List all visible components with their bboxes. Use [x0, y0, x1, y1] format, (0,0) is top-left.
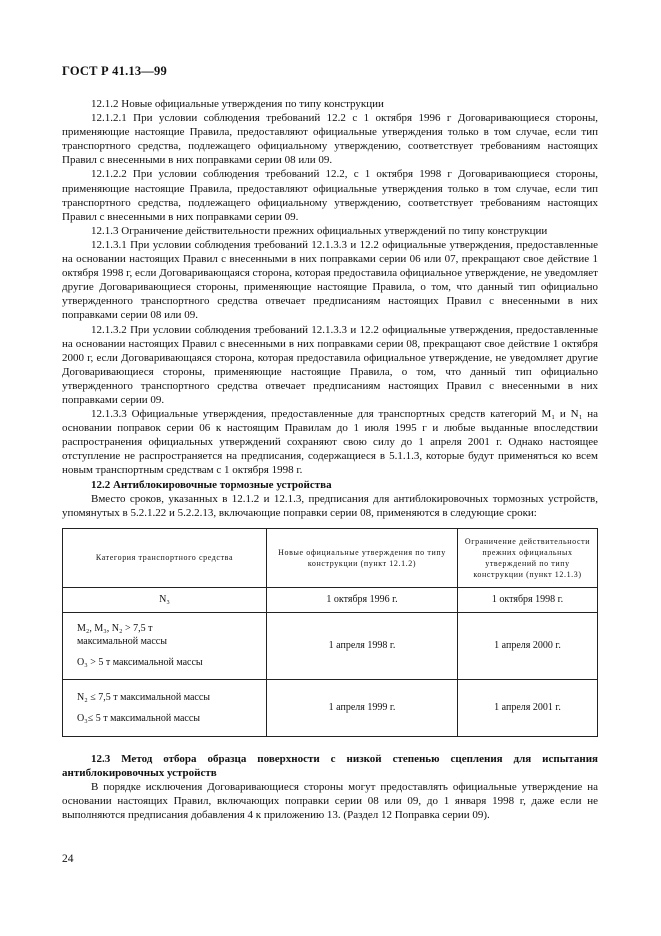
header-vehicle-category: Категория транспортного средства	[63, 528, 267, 587]
category-line: максимальной массы	[77, 636, 167, 648]
deadlines-table	[62, 528, 598, 737]
section-heading: 12.3 Метод отбора образца поверхности с низкой степенью сцепления для испытания антиблокировочных устройств	[62, 752, 598, 779]
category-line: O₃≤ 5 т максимальной массы	[77, 712, 200, 724]
paragraph: 12.1.3.2 При условии соблюдения требований 12.1.3.3 и 12.2 официальные утверждения, предоставленные на основании настоящих Правил с внесенными в них поправками серии 08, прекращают свое действие 1 октября 2000 г, если Договаривающаяся сторона, которая предоставила официальное утверждение, не уведомляет другие Договаривающиеся стороны, применяющие настоящие Правила, о том, что данный тип официально утвержденного транспортного средства отвечает предписаниям настоящих Правил с внесенными в них поправками серии 09.	[62, 323, 598, 406]
category-line	[77, 704, 261, 712]
paragraph: 12.1.2.1 При условии соблюдения требований 12.2 с 1 октября 1996 г Договаривающиеся стороны, применяющие настоящие Правила, предоставляют официальные утверждения только в том случае, если тип транспортного средства, подлежащего официальному утверждению, соответствует требованиям настоящих Правил с внесенными в них поправками серии 08 или 09.	[62, 112, 598, 167]
table-row	[63, 612, 598, 679]
cell-vehicle-category	[63, 679, 267, 736]
paragraph: 12.1.2.2 При условии соблюдения требований 12.2, с 1 октября 1998 г Договаривающиеся стороны, применяющие настоящие Правила, предоставляют официальные утверждения только в том случае, если тип транспортного средства, подлежащего официальному утверждению, соответствует требованиям настоящих Правил с внесенными в них поправками серии 09.	[62, 168, 598, 223]
table-row	[63, 587, 598, 612]
cell-validity-limit-date: 1 апреля 2001 г.	[458, 679, 598, 736]
page-content	[62, 97, 598, 822]
document-header: ГОСТ Р 41.13—99	[62, 64, 167, 78]
cell-vehicle-category	[63, 587, 267, 612]
paragraph: 12.1.2 Новые официальные утверждения по типу конструкции	[91, 98, 384, 110]
category-line: N₃	[159, 593, 170, 605]
paragraph: Вместо сроков, указанных в 12.1.2 и 12.1.3, предписания для антиблокировочных тормозных устройств, упомянутых в 5.2.1.22 и 5.2.2.13, включающие поправки серии 08, применяются в следующие сроки:	[62, 492, 598, 519]
paragraphs-after-table	[62, 752, 598, 822]
category-line: O₃ > 5 т максимальной массы	[77, 657, 203, 669]
table-header-row	[63, 528, 598, 587]
cell-new-approvals-date: 1 октября 1996 г.	[267, 587, 458, 612]
cell-new-approvals-date: 1 апреля 1998 г.	[267, 612, 458, 679]
category-line: N₂ ≤ 7,5 т максимальной массы	[77, 691, 210, 703]
section-heading: 12.2 Антиблокировочные тормозные устройства	[91, 478, 332, 491]
page-number: 24	[62, 853, 74, 865]
paragraph: 12.1.3.1 При условии соблюдения требований 12.1.3.3 и 12.2 официальные утверждения, предоставленные на основании настоящих Правил с внесенными в них поправками серии 06 или 07, прекращают свое действие 1 октября 1998 г, если Договаривающаяся сторона, которая предоставила официальное утверждение, не уведомляет другие Договаривающиеся стороны, применяющие настоящие Правила, о том, что данный тип официально утвержденного транспортного средства отвечает предписаниям настоящих Правил с внесенными в них поправками серии 08 или 09.	[62, 238, 598, 322]
category-line: M₂, M₃, N₂ > 7,5 т	[77, 623, 153, 635]
category-line	[77, 648, 261, 656]
header-validity-limit: Ограничение действительности прежних официальных утверждений по типу конструкции (пункт 12.1.3)	[458, 528, 598, 587]
paragraph: В порядке исключения Договаривающиеся стороны могут предоставлять официальные утверждение на основании настоящих Правил, включающих поправки серии 08 или 09, до 1 января 1998 г, даже если не выполняются предписания добавления 4 к приложению 13. (Раздел 12 Поправка серии 09).	[62, 781, 598, 822]
cell-vehicle-category	[63, 612, 267, 679]
paragraphs-before-table	[62, 97, 598, 520]
cell-validity-limit-date: 1 октября 1998 г.	[458, 587, 598, 612]
cell-new-approvals-date: 1 апреля 1999 г.	[267, 679, 458, 736]
paragraph: 12.1.3.3 Официальные утверждения, предоставленные для транспортных средств категорий M₁ и N₁ на основании поправок серии 06 к настоящим Правилам до 1 июля 1995 г и любые выданные впоследствии распространения официальных утверждений сохраняют свою силу до 1 апреля 2001 г. Однако настоящее отступление не распространяется на предписания, содержащиеся в 5.1.1.3, которые будут применяться ко всем новым транспортным средствам с 1 октября 1998 г.	[62, 408, 598, 477]
table-row	[63, 679, 598, 736]
header-new-approvals: Новые официальные утверждения по типу конструкции (пункт 12.1.2)	[267, 528, 458, 587]
paragraph: 12.1.3 Ограничение действительности прежних официальных утверждений по типу конструкции	[91, 224, 548, 237]
cell-validity-limit-date: 1 апреля 2000 г.	[458, 612, 598, 679]
